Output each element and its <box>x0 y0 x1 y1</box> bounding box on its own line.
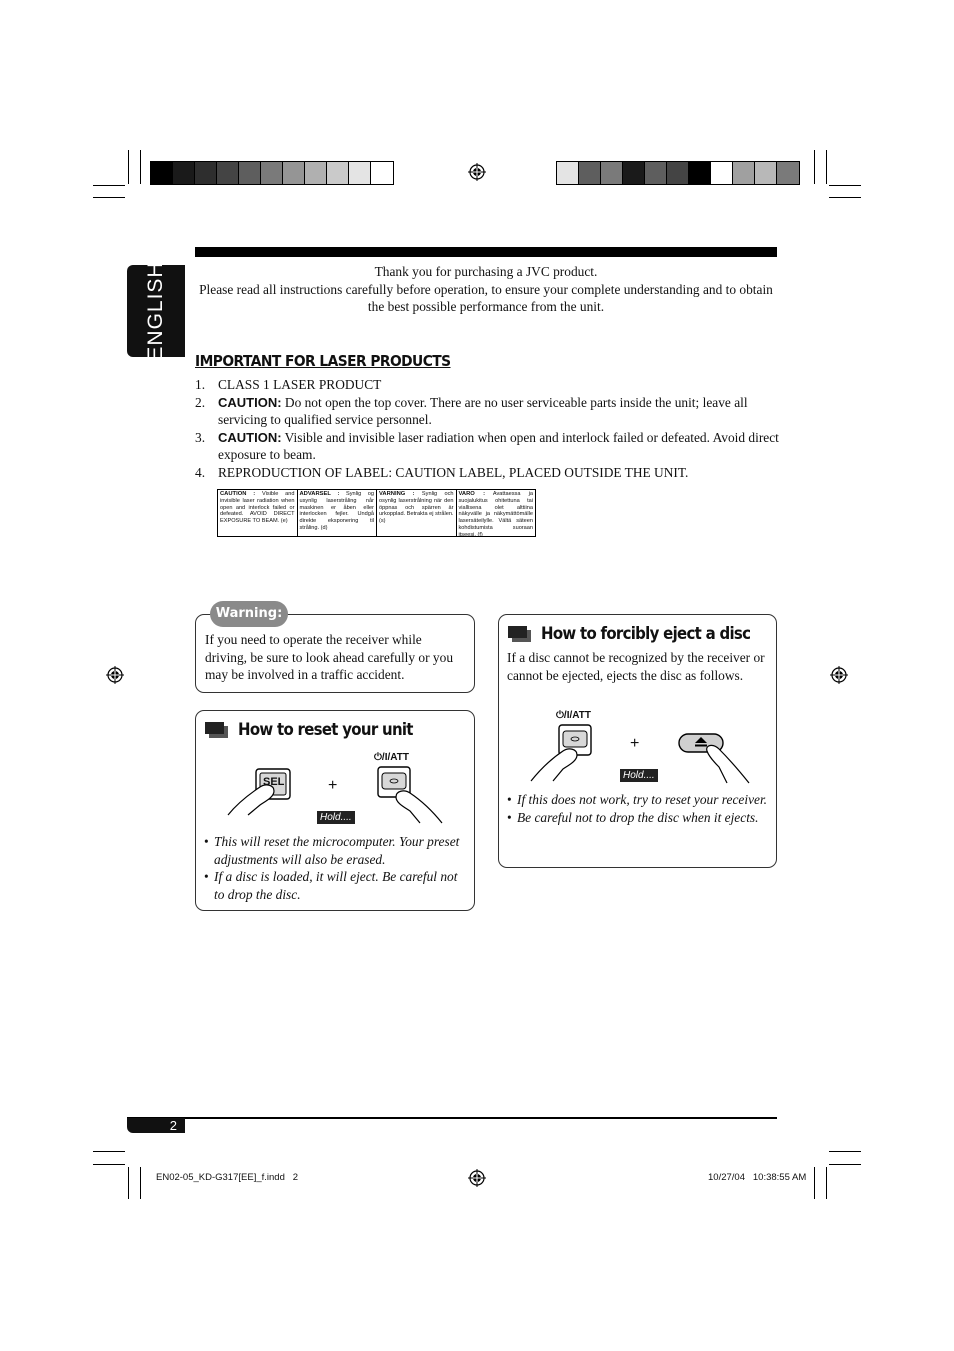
laser-item-number: 2. <box>195 394 206 410</box>
power-button-press-illustration <box>529 723 599 783</box>
reset-heading <box>205 720 437 740</box>
reset-note: • This will reset the microcomputer. Your preset adjustments will also be erased. <box>204 833 469 868</box>
color-swatch <box>777 162 799 184</box>
crop-mark <box>128 1167 129 1199</box>
laser-item-number: 3. <box>195 429 206 445</box>
timestamp-slug: 10/27/04 10:38:55 AM <box>708 1172 807 1183</box>
color-swatch <box>195 162 217 184</box>
color-swatch <box>283 162 305 184</box>
crop-mark <box>814 1167 815 1199</box>
caution-label: CAUTION: <box>218 429 282 445</box>
color-swatch <box>261 162 283 184</box>
eject-heading <box>508 624 779 644</box>
color-swatch <box>371 162 393 184</box>
label-cell-swedish <box>377 490 457 536</box>
label-cell-english <box>218 490 298 536</box>
crop-mark <box>93 185 125 186</box>
registration-mark-icon <box>106 666 124 684</box>
power-button-press-illustration <box>376 765 446 825</box>
laser-item-text: REPRODUCTION OF LABEL: CAUTION LABEL, PLACED OUTSIDE THE UNIT. <box>218 464 689 480</box>
crop-mark <box>829 1151 861 1152</box>
section-marker-icon <box>205 722 228 738</box>
laser-item-text: Do not open the top cover. There are no user serviceable parts inside the unit; leave all servicing to qualified service personnel. <box>218 394 748 428</box>
page-number: 2 <box>127 1118 185 1133</box>
eject-notes <box>507 791 769 826</box>
color-swatch <box>601 162 623 184</box>
color-swatch <box>689 162 711 184</box>
laser-item-text: Visible and invisible laser radiation when open and interlock failed or defeated. Avoid direct exposure to beam. <box>218 429 779 463</box>
eject-text: If a disc cannot be recognized by the receiver or cannot be ejected, ejects the disc as follows. <box>507 650 765 683</box>
section-marker-icon <box>508 626 531 642</box>
label-cell-code: (f) <box>477 531 483 536</box>
reset-box <box>195 710 475 911</box>
plus-sign: + <box>328 777 338 794</box>
reset-title: How to reset your unit <box>238 720 413 740</box>
caution-label-reproduction <box>217 489 536 537</box>
sel-button-press-illustration <box>226 757 296 817</box>
color-bar-right <box>556 161 800 185</box>
laser-list <box>195 376 780 482</box>
label-cell-head: VARO : <box>458 491 485 497</box>
color-swatch <box>733 162 755 184</box>
color-swatch <box>623 162 645 184</box>
crop-mark <box>140 150 141 184</box>
plus-sign: + <box>630 735 640 752</box>
intro-line-instructions: Please read all instructions carefully before operation, to ensure your complete understanding and to obtain the best possible performance from the unit. <box>199 281 773 315</box>
label-cell-text: Visible and invisible laser radiation when open and interlock failed or defeated. AVOID DIRECT EXPOSURE TO BEAM. <box>220 491 295 525</box>
color-bar-left <box>150 161 394 185</box>
color-swatch <box>239 162 261 184</box>
laser-item <box>195 394 780 429</box>
crop-mark <box>826 150 827 184</box>
crop-mark <box>814 150 815 184</box>
intro-line-thanks: Thank you for purchasing a JVC product. <box>374 264 598 279</box>
registration-mark-icon <box>468 1169 486 1187</box>
color-swatch <box>305 162 327 184</box>
crop-mark <box>829 197 861 198</box>
power-button-label: ⏻/I/ATT <box>374 752 409 763</box>
laser-item <box>195 376 780 394</box>
crop-mark <box>140 1167 141 1199</box>
label-cell-head: ADVARSEL : <box>299 491 340 497</box>
laser-item-number: 4. <box>195 464 206 480</box>
crop-mark <box>826 1167 827 1199</box>
file-slug: EN02-05_KD-G317[EE]_f.indd 2 <box>156 1172 299 1183</box>
label-cell-text: Avattaessa ja suojalukitus ohitettuna tai viallisena olet alttiina näkyvälle ja näkymättömälle lasersäteilylle. Vältä säteen kohdistumista suoraan itseesi. <box>458 491 533 536</box>
hold-label: Hold.... <box>620 769 658 782</box>
warning-badge: Warning: <box>210 601 288 627</box>
label-cell-code: (s) <box>379 518 386 525</box>
color-swatch <box>173 162 195 184</box>
label-cell-text: Synlig och osynlig laserstrålning när den öppnas och spärren är urkopplad. Betrakta ej strålen. <box>379 491 454 518</box>
label-cell-text: Synlig og usynlig laserstråling når maskinen er åben eller interlocken fejler. Undgå direkte eksponering til stråling. <box>299 491 374 531</box>
eject-title: How to forcibly eject a disc <box>541 624 751 644</box>
crop-mark <box>93 1151 125 1152</box>
eject-note: • Be careful not to drop the disc when it ejects. <box>507 809 769 827</box>
label-cell-danish <box>298 490 378 536</box>
color-swatch <box>645 162 667 184</box>
crop-mark <box>93 1164 125 1165</box>
color-swatch <box>557 162 579 184</box>
sel-button-label: SEL <box>263 776 285 788</box>
color-swatch <box>217 162 239 184</box>
eject-button-press-illustration <box>677 729 757 785</box>
crop-mark <box>829 185 861 186</box>
header-rule <box>195 247 777 257</box>
color-swatch <box>711 162 733 184</box>
eject-note: • If this does not work, try to reset your receiver. <box>507 791 769 809</box>
color-swatch <box>327 162 349 184</box>
language-tab-label: ENGLISH <box>144 261 167 361</box>
hold-label: Hold.... <box>317 811 355 824</box>
laser-section-title: IMPORTANT FOR LASER PRODUCTS <box>195 352 451 370</box>
laser-item <box>195 429 780 464</box>
registration-mark-icon <box>830 666 848 684</box>
reset-note: • If a disc is loaded, it will eject. Be careful not to drop the disc. <box>204 868 469 903</box>
intro-text <box>195 263 777 316</box>
color-swatch <box>579 162 601 184</box>
crop-mark <box>829 1164 861 1165</box>
laser-item <box>195 464 780 482</box>
color-swatch <box>667 162 689 184</box>
footer-rule <box>127 1117 777 1119</box>
label-cell-finnish <box>457 490 536 536</box>
registration-mark-icon <box>468 163 486 181</box>
crop-mark <box>93 197 125 198</box>
label-cell-code: (d) <box>320 524 328 531</box>
color-swatch <box>151 162 173 184</box>
laser-item-text: CLASS 1 LASER PRODUCT <box>218 377 382 392</box>
reset-notes <box>204 833 469 903</box>
eject-box <box>498 614 777 868</box>
color-swatch <box>755 162 777 184</box>
label-cell-code: (e) <box>280 518 288 525</box>
warning-text: If you need to operate the receiver while driving, be sure to look ahead carefully or you may be involved in a traffic accident. <box>205 632 454 683</box>
power-button-label: ⏻/I/ATT <box>556 710 591 721</box>
label-cell-head: VARNING : <box>379 491 415 497</box>
caution-label: CAUTION: <box>218 394 282 410</box>
language-tab <box>127 261 185 361</box>
laser-item-number: 1. <box>195 377 206 392</box>
color-swatch <box>349 162 371 184</box>
label-cell-head: CAUTION : <box>220 491 256 497</box>
crop-mark <box>128 150 129 184</box>
